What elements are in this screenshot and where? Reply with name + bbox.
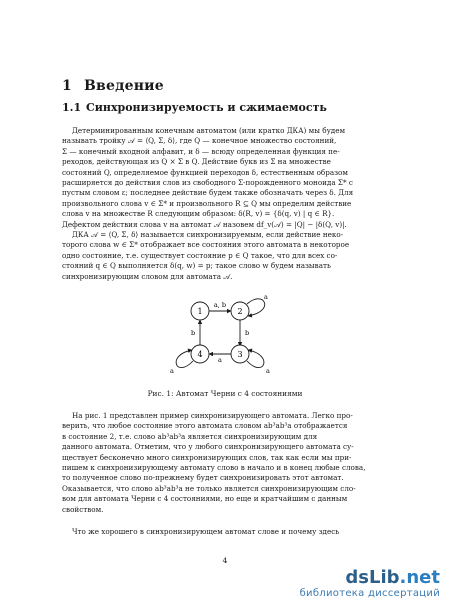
state-label: 4 bbox=[197, 350, 203, 359]
text-line: Дефектом действия слова v на автомат 𝒜 назовем df_v(𝒜) = |Q| − |δ(Q, v)|. bbox=[62, 219, 347, 229]
state-label: 3 bbox=[237, 350, 243, 359]
section-number: 1 bbox=[62, 78, 72, 94]
paragraph-continuation bbox=[62, 527, 384, 537]
text-line: называть тройку 𝒜 = ⟨Q, Σ, δ⟩, где Q — конечное множество состояний, bbox=[62, 136, 337, 146]
text-line: пустым словом ε; последнее действие будем также обозначать через δ. Для bbox=[62, 188, 354, 198]
loop-3 bbox=[247, 350, 264, 368]
text-line: данного автомата. Отметим, что у любого синхронизирующего автомата су- bbox=[62, 442, 354, 452]
text-line: синхронизирующим словом для автомата 𝒜. bbox=[62, 271, 233, 281]
subsection-heading bbox=[62, 101, 327, 114]
loop-4 bbox=[176, 350, 193, 368]
text-line: Детерминированным конечным автоматом (или кратко ДКА) мы будем bbox=[72, 126, 346, 135]
text-line: ществует бесконечно много синхронизирующих слов, так как если мы при- bbox=[62, 452, 352, 462]
text-line: пишем к синхронизирующему автомату слово в начало и в конец любые слова, bbox=[62, 463, 366, 473]
watermark-logo bbox=[300, 568, 440, 599]
text-line: произвольного слова v ∈ Σ* и произвольного R ⊆ Q мы определим действие bbox=[62, 198, 352, 208]
watermark-tagline: библиотека диссертаций bbox=[299, 588, 440, 599]
edge-label: a bbox=[264, 293, 268, 301]
state-label: 2 bbox=[237, 307, 243, 316]
page-number: 4 bbox=[222, 556, 228, 565]
watermark-site-main: dsLib bbox=[345, 567, 400, 588]
edge-label: a, b bbox=[213, 301, 227, 309]
edge-label: a bbox=[266, 367, 270, 375]
text-line: верить, что любое состояние этого автомата словом ab³ab³a отображается bbox=[62, 421, 348, 431]
text-line: реходов, действующая из Q × Σ в Q. Действие букв из Σ на множестве bbox=[62, 157, 331, 167]
text-line: Что же хорошего в синхронизирующем автомат слове и почему здесь bbox=[72, 527, 340, 536]
section-title: Введение bbox=[84, 78, 164, 94]
text-line: в состояние 2, т.е. слово ab³ab³a является синхронизирующим для bbox=[62, 431, 318, 441]
watermark-site bbox=[300, 568, 440, 588]
edge-label: a bbox=[170, 367, 174, 375]
edge-label: b bbox=[245, 329, 250, 337]
text-line: На рис. 1 представлен пример синхронизирующего автомата. Легко про- bbox=[72, 411, 353, 420]
text-line: стояний q ∈ Q выполняется δ(q, w) = p; такое слово w будем называть bbox=[62, 261, 331, 271]
paragraph-example bbox=[62, 411, 384, 515]
cerny-automaton-figure bbox=[164, 289, 288, 389]
watermark-site-tld: .net bbox=[399, 567, 440, 588]
text-line: вом для автомата Черни с 4 состояниями, но еще и кратчайшим с данным bbox=[62, 494, 348, 504]
state-label: 1 bbox=[197, 307, 203, 316]
text-line: то полученное слово по-прежнему будет синхронизировать этот автомат. bbox=[62, 473, 344, 483]
figure-caption: Рис. 1: Автомат Черни с 4 состояниями bbox=[147, 389, 303, 398]
text-line: состояний Q, определяемое функцией переходов δ, естественным образом bbox=[62, 167, 348, 177]
text-line: одно состояние, т.е. существует состояние p ∈ Q такое, что для всех со- bbox=[62, 250, 338, 260]
section-heading bbox=[62, 78, 164, 94]
text-line: торого слова w ∈ Σ* отображает все состояния этого автомата в некоторое bbox=[62, 240, 350, 250]
loop-2 bbox=[247, 299, 265, 316]
subsection-title: Синхронизируемость и сжимаемость bbox=[86, 101, 327, 114]
edge-label: b bbox=[191, 329, 196, 337]
text-line: Σ — конечный входной алфавит, и δ — всюду определенная функция пе- bbox=[62, 146, 340, 156]
text-line: расширяется до действия слов из свободного Σ-порожденного моноида Σ* с bbox=[62, 178, 353, 188]
text-line: Оказывается, что слово ab³ab³a не только является синхронизирующим сло- bbox=[62, 483, 356, 493]
text-line: слова v на множестве R следующим образом: δ(R, v) = {δ(q, v) | q ∈ R}. bbox=[62, 209, 335, 219]
text-line: ДКА 𝒜 = ⟨Q, Σ, δ⟩ называется синхронизируемым, если действие неко- bbox=[72, 230, 344, 239]
paragraph-definition-dfa bbox=[62, 126, 384, 230]
text-line: свойством. bbox=[62, 504, 104, 514]
paragraph-definition-sync bbox=[62, 230, 384, 282]
subsection-number: 1.1 bbox=[62, 101, 82, 114]
edge-label: a bbox=[218, 356, 222, 364]
